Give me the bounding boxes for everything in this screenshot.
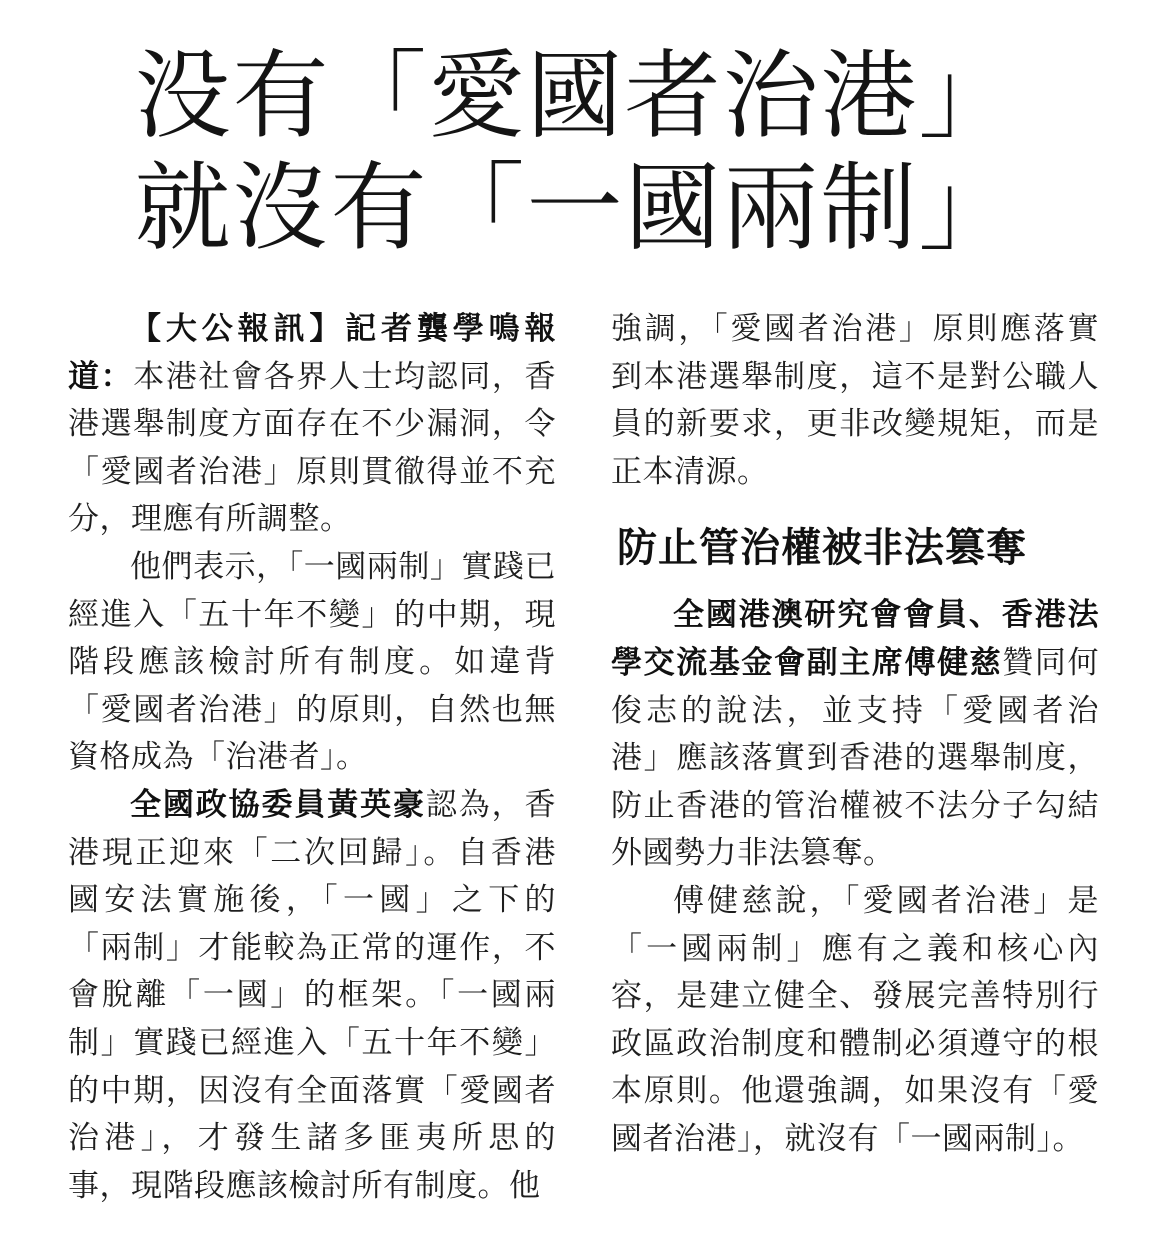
paragraph-intro — [68, 306, 556, 544]
paragraph-5: 傅健慈說，「愛國者治港」是「一國兩制」應有之義和核心內容，是建立健全、發展完善特別行政區政治制度和體制必須遵守的根本原則。他還強調，如果沒有「愛國者治港」，就沒有「一國兩制」。 — [611, 882, 1099, 1157]
paragraph-4 — [611, 592, 1099, 878]
paragraph-4-text: 贊同何俊志的說法，並支持「愛國者治港」應該落實到香港的選舉制度，防止香港的管治權被不法分子勾結外國勢力非法篡奪。 — [611, 644, 1100, 872]
paragraph-intro-text: 本港社會各界人士均認同，香港選舉制度方面存在不少漏洞，令「愛國者治港」原則貫徹得並不充分，理應有所調整。 — [68, 358, 557, 538]
speaker-name: 全國政協委員黃英豪 — [130, 786, 426, 823]
paragraph-2: 他們表示，「一國兩制」實踐已經進入「五十年不變」的中期，現階段應該檢討所有制度。如違背「愛國者治港」的原則，自然也無資格成為「治港者」。 — [68, 548, 556, 776]
left-column — [68, 306, 556, 1210]
paragraph-3-text: 認為，香港現正迎來「二次回歸」。自香港國安法實施後，「一國」之下的「兩制」才能較為正常的運作，不會脫離「一國」的框架。「一國兩制」實踐已經進入「五十年不變」的中期，因沒有全面落實「愛國者治港」，才發生諸多匪夷所思的事，現階段應該檢討所有制度。他 — [68, 786, 556, 1204]
paragraph-continued: 強調，「愛國者治港」原則應落實到本港選舉制度，這不是對公職人員的新要求，更非改變規矩，而是正本清源。 — [611, 311, 1099, 490]
headline-line-1: 没有「愛國者治港」 — [134, 40, 1017, 152]
subheading: 防止管治權被非法篡奪 — [617, 525, 1027, 572]
right-column — [611, 306, 1099, 1164]
byline: 【大公報訊】記者龔學鳴報道： — [68, 311, 556, 395]
headline-line-2: 就沒有「一國兩制」 — [134, 152, 1017, 264]
speaker-name-2: 全國港澳研究會會員、香港法學交流基金會副主席傅健慈 — [611, 597, 1099, 681]
headline — [0, 40, 1151, 264]
paragraph-3 — [68, 782, 556, 1210]
